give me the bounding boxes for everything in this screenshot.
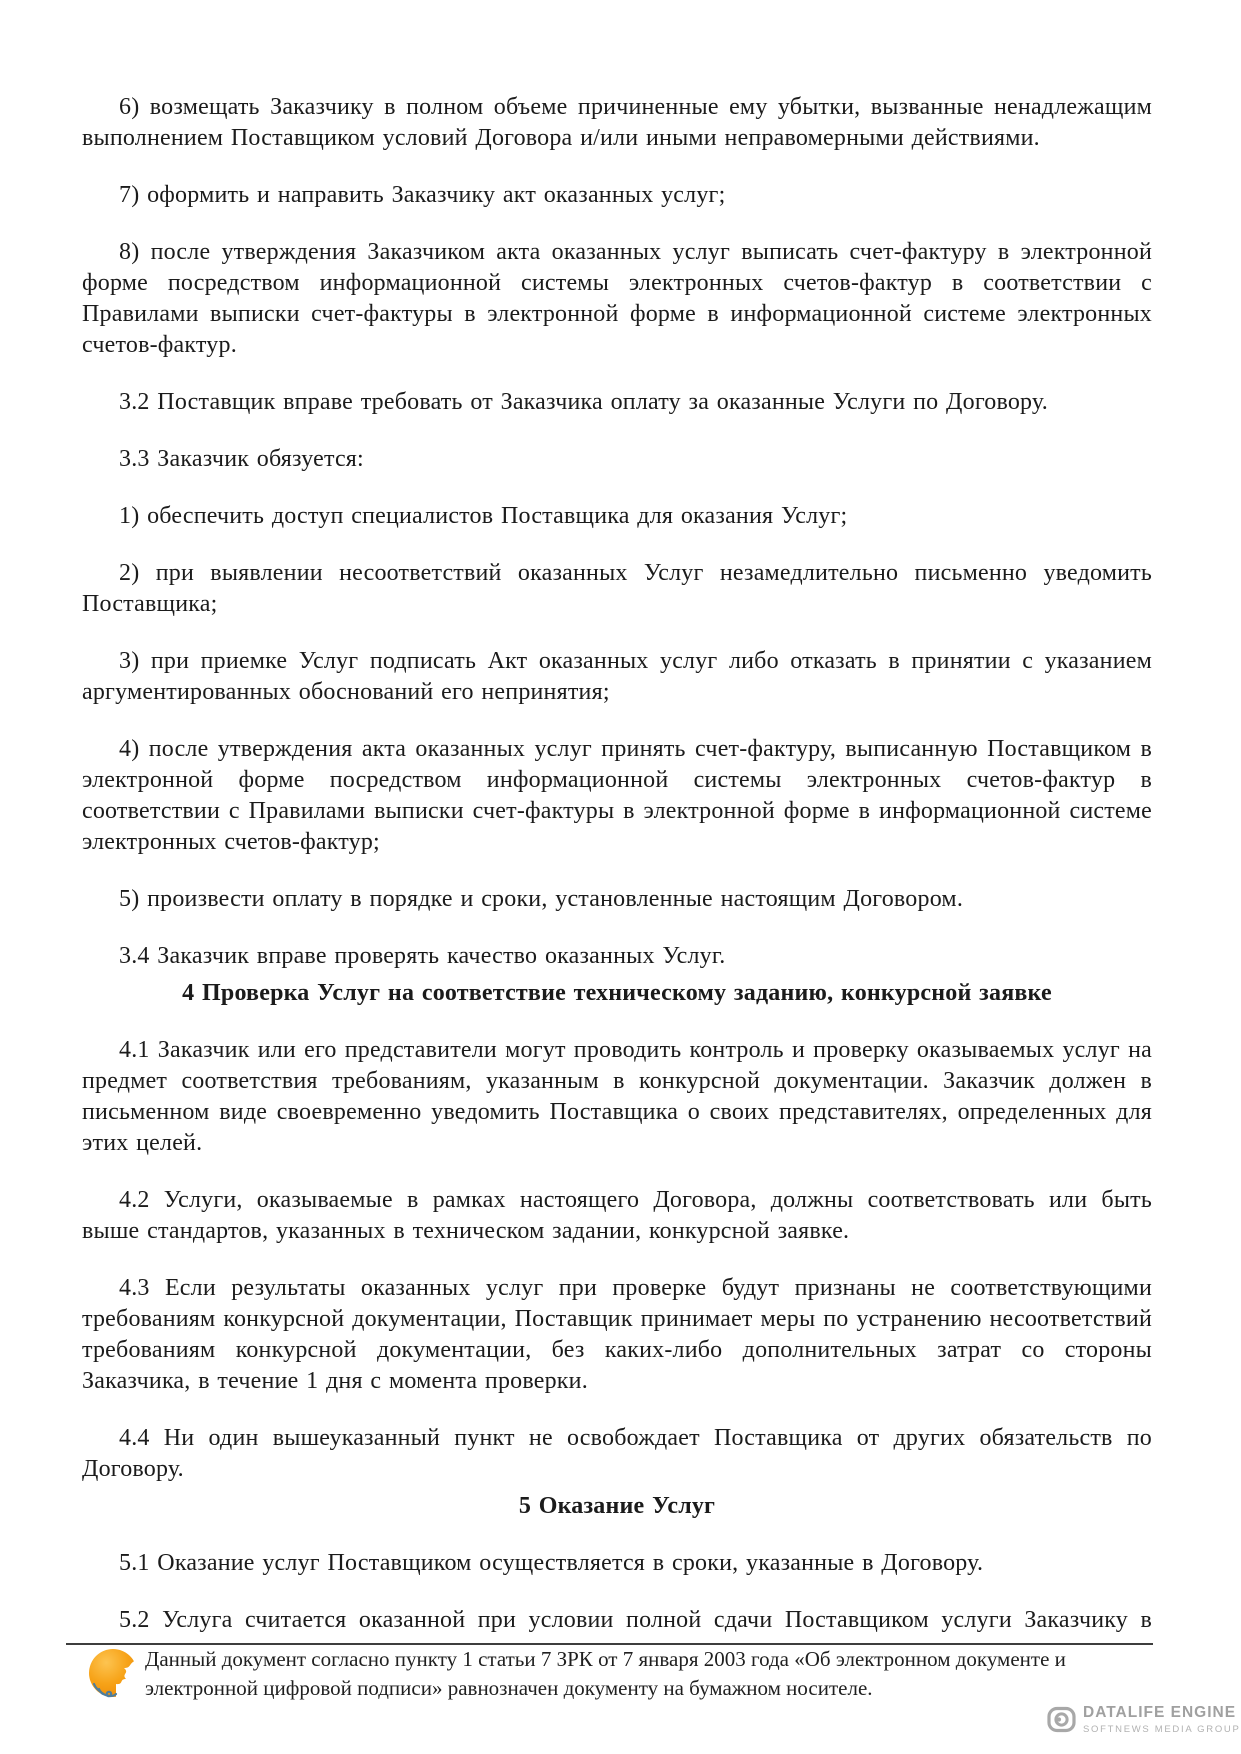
datalife-engine-eye-icon	[1047, 1706, 1076, 1733]
contract-clause: 4.1 Заказчик или его представители могут проводить контроль и проверку оказываемых услуг на предмет соответствия требованиям, указанным в конкурсной документации. Заказчик должен в письменном виде своевременно уведомить Поставщика о своих представителях, определенных для этих целей.	[82, 1037, 1152, 1156]
contract-clause: 5) произвести оплату в порядке и сроки, установленные настоящим Договором.	[119, 886, 964, 912]
contract-clause: 4) после утверждения акта оказанных услуг принять счет-фактуру, выписанную Поставщиком в электронной форме посредством информационной системы электронных счетов-фактур в соответствии с Правилами выписки счет-фактуры в электронной форме в информационной системе электронных счетов-фактур;	[82, 736, 1152, 855]
legal-footer-note-line1: Данный документ согласно пункту 1 статьи 7 ЗРК от 7 января 2003 года «Об электронном документе и	[145, 1647, 1066, 1671]
contract-clause: 3.3 Заказчик обязуется:	[119, 446, 364, 472]
watermark-subtitle-text: SOFTNEWS MEDIA GROUP	[1083, 1724, 1241, 1735]
section-heading-4: 4 Проверка Услуг на соответствие техническому заданию, конкурсной заявке	[182, 980, 1052, 1006]
contract-clause: 2) при выявлении несоответствий оказанных Услуг незамедлительно письменно уведомить Поставщика;	[82, 560, 1152, 617]
contract-clause: 3.2 Поставщик вправе требовать от Заказчика оплату за оказанные Услуги по Договору.	[119, 389, 1048, 415]
contract-clause: 3.4 Заказчик вправе проверять качество оказанных Услуг.	[119, 943, 726, 969]
digital-signature-seal-icon	[87, 1648, 141, 1702]
datalife-engine-watermark	[1047, 1704, 1241, 1735]
contract-clause: 3) при приемке Услуг подписать Акт оказанных услуг либо отказать в принятии с указанием аргументированных обоснований его непринятия;	[82, 648, 1152, 705]
contract-clause: 7) оформить и направить Заказчику акт оказанных услуг;	[119, 182, 726, 208]
contract-clause-cut-by-page-break: 5.2 Услуга считается оказанной при условии полной сдачи Поставщиком услуги Заказчику в	[119, 1607, 1152, 1633]
contract-clause: 4.2 Услуги, оказываемые в рамках настоящего Договора, должны соответствовать или быть выше стандартов, указанных в техническом задании, конкурсной заявке.	[82, 1187, 1152, 1244]
contract-clause: 5.1 Оказание услуг Поставщиком осуществляется в сроки, указанные в Договору.	[119, 1550, 984, 1576]
contract-clause: 6) возмещать Заказчику в полном объеме причиненные ему убытки, вызванные ненадлежащим выполнением Поставщиком условий Договора и/или иными неправомерными действиями.	[82, 94, 1152, 151]
legal-footer-note	[145, 1645, 1155, 1702]
contract-clause: 8) после утверждения Заказчиком акта оказанных услуг выписать счет-фактуру в электронной форме посредством информационной системы электронных счетов-фактур в соответствии с Правилами выписки счет-фактуры в электронной форме в информационной системе электронных счетов-фактур.	[82, 239, 1152, 358]
contract-clause: 1) обеспечить доступ специалистов Поставщика для оказания Услуг;	[119, 503, 848, 529]
section-heading-5: 5 Оказание Услуг	[518, 1493, 716, 1519]
contract-clause: 4.3 Если результаты оказанных услуг при проверке будут признаны не соответствующими требованиям конкурсной документации, Поставщик принимает меры по устранению несоответствий требованиям конкурсной документации, без каких-либо дополнительных затрат со стороны Заказчика, в течение 1 дня с момента проверки.	[82, 1275, 1152, 1394]
legal-footer-note-line2: электронной цифровой подписи» равнозначен документу на бумажном носителе.	[145, 1675, 873, 1700]
watermark-brand-text: DATALIFE ENGINE	[1083, 1704, 1237, 1721]
contract-clause: 4.4 Ни один вышеуказанный пункт не освобождает Поставщика от других обязательств по Договору.	[82, 1425, 1152, 1482]
